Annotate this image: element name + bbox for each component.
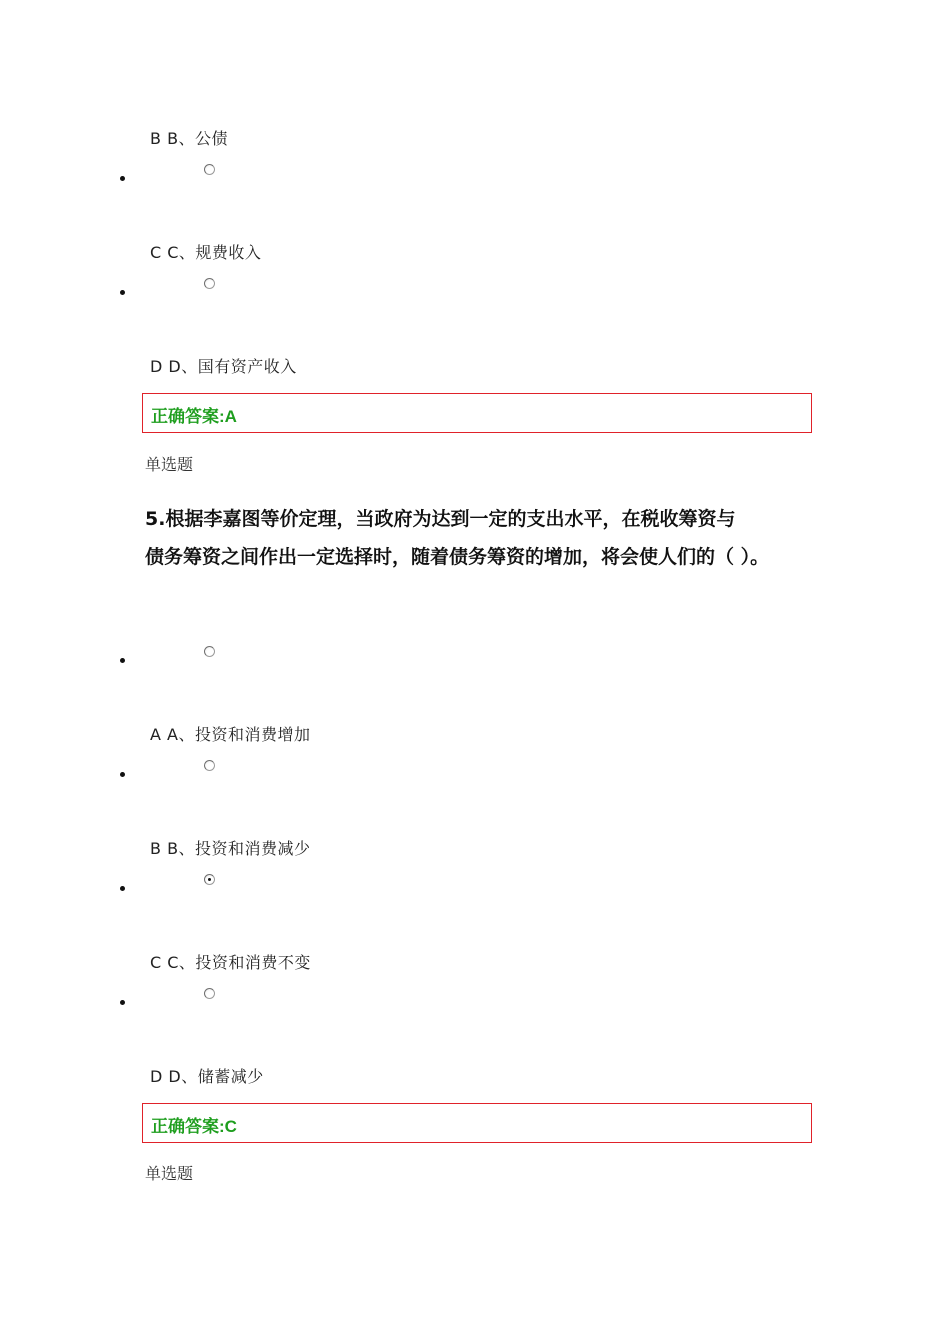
- list-bullet: [120, 176, 125, 181]
- option-a-label: A A、投资和消费增加: [150, 725, 311, 744]
- list-bullet: [120, 290, 125, 295]
- option-b-radio[interactable]: [204, 760, 215, 771]
- correct-answer-text: 正确答案:C: [151, 1117, 237, 1136]
- correct-answer-box: [142, 1103, 812, 1143]
- option-b-label: B B、公债: [150, 129, 229, 148]
- list-bullet: [120, 772, 125, 777]
- option-d-label: D D、国有资产收入: [150, 357, 297, 376]
- option-a-radio[interactable]: [204, 646, 215, 657]
- option-d-radio[interactable]: [204, 988, 215, 999]
- option-d-label: D D、储蓄减少: [150, 1067, 264, 1086]
- correct-answer-text: 正确答案:A: [151, 407, 237, 426]
- question-type-label: 单选题: [145, 1164, 194, 1183]
- list-bullet: [120, 1000, 125, 1005]
- option-c-radio[interactable]: [204, 164, 215, 175]
- option-c-label: C C、投资和消费不变: [150, 953, 311, 972]
- option-b-label: B B、投资和消费减少: [150, 839, 311, 858]
- option-d-radio[interactable]: [204, 278, 215, 289]
- option-c-label: C C、规费收入: [150, 243, 262, 262]
- correct-answer-box: [142, 393, 812, 433]
- question-text-line-1: 5.根据李嘉图等价定理，当政府为达到一定的支出水平，在税收筹资与: [145, 508, 736, 530]
- question-type-label: 单选题: [145, 455, 194, 474]
- list-bullet: [120, 658, 125, 663]
- option-c-radio-selected[interactable]: [204, 874, 215, 885]
- list-bullet: [120, 886, 125, 891]
- question-text-line-2: 债务筹资之间作出一定选择时，随着债务筹资的增加，将会使人们的（ ）。: [145, 546, 770, 568]
